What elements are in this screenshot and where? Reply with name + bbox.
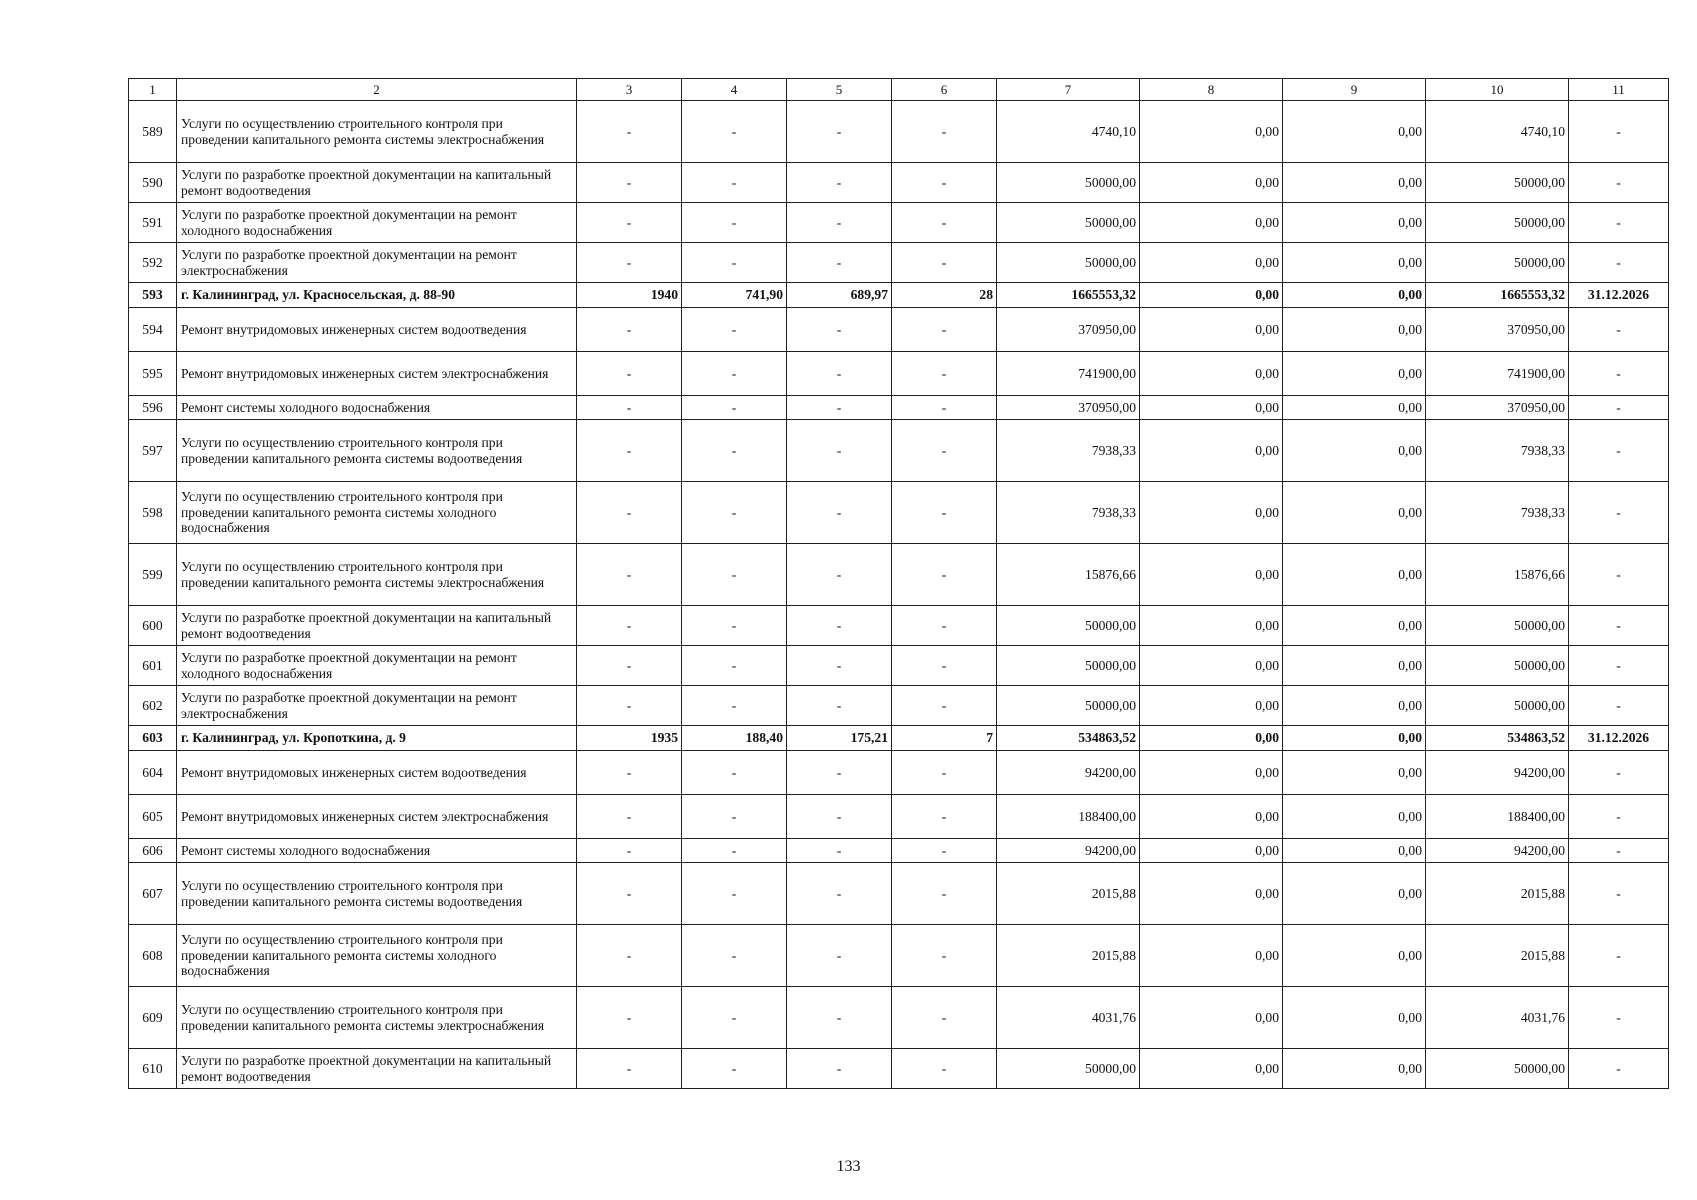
owner-funds-cell: 50000,00 bbox=[1426, 243, 1569, 283]
row-description-cell: Услуги по осуществлению строительного контроля при проведении капитального ремонта системы электроснабжения bbox=[177, 987, 577, 1049]
row-description-cell: г. Калининград, ул. Кропоткина, д. 9 bbox=[177, 726, 577, 751]
federal-funds-cell: 0,00 bbox=[1140, 686, 1283, 726]
residents-count-cell: - bbox=[892, 1049, 997, 1089]
owner-funds-cell: 370950,00 bbox=[1426, 396, 1569, 420]
year-built-cell: - bbox=[577, 839, 682, 863]
row-number-cell: 599 bbox=[129, 544, 177, 606]
completion-date-cell: - bbox=[1569, 751, 1669, 795]
row-description-cell: Ремонт внутридомовых инженерных систем водоотведения bbox=[177, 308, 577, 352]
table-row bbox=[129, 987, 1669, 1049]
regional-funds-cell: 0,00 bbox=[1283, 482, 1426, 544]
row-number-cell: 604 bbox=[129, 751, 177, 795]
table-row bbox=[129, 686, 1669, 726]
year-built-cell: - bbox=[577, 482, 682, 544]
document-sheet bbox=[128, 78, 1669, 1089]
owner-funds-cell: 50000,00 bbox=[1426, 646, 1569, 686]
living-area-cell: 175,21 bbox=[787, 726, 892, 751]
total-cost-cell: 370950,00 bbox=[997, 308, 1140, 352]
completion-date-cell: 31.12.2026 bbox=[1569, 726, 1669, 751]
owner-funds-cell: 2015,88 bbox=[1426, 925, 1569, 987]
table-row bbox=[129, 420, 1669, 482]
row-description-cell: Ремонт внутридомовых инженерных систем водоотведения bbox=[177, 751, 577, 795]
completion-date-cell: - bbox=[1569, 243, 1669, 283]
completion-date-cell: - bbox=[1569, 987, 1669, 1049]
row-description-cell: Услуги по осуществлению строительного контроля при проведении капитального ремонта системы водоотведения bbox=[177, 863, 577, 925]
total-cost-cell: 7938,33 bbox=[997, 420, 1140, 482]
year-built-cell: - bbox=[577, 308, 682, 352]
table-row bbox=[129, 203, 1669, 243]
row-description-cell: Услуги по осуществлению строительного контроля при проведении капитального ремонта системы электроснабжения bbox=[177, 544, 577, 606]
residents-count-cell: - bbox=[892, 839, 997, 863]
header-cell: 2 bbox=[177, 79, 577, 101]
year-built-cell: - bbox=[577, 101, 682, 163]
total-cost-cell: 370950,00 bbox=[997, 396, 1140, 420]
federal-funds-cell: 0,00 bbox=[1140, 163, 1283, 203]
residents-count-cell: - bbox=[892, 482, 997, 544]
row-description-cell: Услуги по осуществлению строительного контроля при проведении капитального ремонта системы холодного водоснабжения bbox=[177, 482, 577, 544]
header-cell: 4 bbox=[682, 79, 787, 101]
table-row bbox=[129, 396, 1669, 420]
table-row bbox=[129, 839, 1669, 863]
address-row bbox=[129, 283, 1669, 308]
total-cost-cell: 741900,00 bbox=[997, 352, 1140, 396]
year-built-cell: - bbox=[577, 544, 682, 606]
owner-funds-cell: 741900,00 bbox=[1426, 352, 1569, 396]
row-number-cell: 601 bbox=[129, 646, 177, 686]
federal-funds-cell: 0,00 bbox=[1140, 420, 1283, 482]
regional-funds-cell: 0,00 bbox=[1283, 352, 1426, 396]
year-built-cell: - bbox=[577, 352, 682, 396]
regional-funds-cell: 0,00 bbox=[1283, 283, 1426, 308]
total-cost-cell: 50000,00 bbox=[997, 646, 1140, 686]
completion-date-cell: - bbox=[1569, 420, 1669, 482]
year-built-cell: 1935 bbox=[577, 726, 682, 751]
total-area-cell: - bbox=[682, 352, 787, 396]
row-description-cell: Ремонт системы холодного водоснабжения bbox=[177, 839, 577, 863]
living-area-cell: - bbox=[787, 420, 892, 482]
regional-funds-cell: 0,00 bbox=[1283, 726, 1426, 751]
row-number-cell: 598 bbox=[129, 482, 177, 544]
table-row bbox=[129, 606, 1669, 646]
row-description-cell: Услуги по разработке проектной документации на ремонт электроснабжения bbox=[177, 243, 577, 283]
total-cost-cell: 15876,66 bbox=[997, 544, 1140, 606]
completion-date-cell: - bbox=[1569, 482, 1669, 544]
capital-repair-table bbox=[128, 78, 1669, 1089]
row-description-cell: Услуги по осуществлению строительного контроля при проведении капитального ремонта системы холодного водоснабжения bbox=[177, 925, 577, 987]
regional-funds-cell: 0,00 bbox=[1283, 839, 1426, 863]
completion-date-cell: - bbox=[1569, 863, 1669, 925]
completion-date-cell: - bbox=[1569, 839, 1669, 863]
regional-funds-cell: 0,00 bbox=[1283, 795, 1426, 839]
table-row bbox=[129, 482, 1669, 544]
residents-count-cell: - bbox=[892, 646, 997, 686]
completion-date-cell: - bbox=[1569, 686, 1669, 726]
federal-funds-cell: 0,00 bbox=[1140, 482, 1283, 544]
completion-date-cell: - bbox=[1569, 163, 1669, 203]
living-area-cell: - bbox=[787, 101, 892, 163]
completion-date-cell: 31.12.2026 bbox=[1569, 283, 1669, 308]
living-area-cell: - bbox=[787, 1049, 892, 1089]
row-number-cell: 591 bbox=[129, 203, 177, 243]
residents-count-cell: - bbox=[892, 606, 997, 646]
residents-count-cell: - bbox=[892, 396, 997, 420]
living-area-cell: - bbox=[787, 987, 892, 1049]
total-area-cell: - bbox=[682, 606, 787, 646]
total-cost-cell: 50000,00 bbox=[997, 163, 1140, 203]
total-area-cell: - bbox=[682, 751, 787, 795]
residents-count-cell: - bbox=[892, 163, 997, 203]
total-cost-cell: 7938,33 bbox=[997, 482, 1140, 544]
row-number-cell: 607 bbox=[129, 863, 177, 925]
owner-funds-cell: 94200,00 bbox=[1426, 839, 1569, 863]
table-row bbox=[129, 243, 1669, 283]
federal-funds-cell: 0,00 bbox=[1140, 283, 1283, 308]
total-area-cell: - bbox=[682, 987, 787, 1049]
header-cell: 11 bbox=[1569, 79, 1669, 101]
total-area-cell: - bbox=[682, 646, 787, 686]
residents-count-cell: 28 bbox=[892, 283, 997, 308]
residents-count-cell: - bbox=[892, 751, 997, 795]
page-number: 133 bbox=[836, 1158, 861, 1175]
table-row bbox=[129, 352, 1669, 396]
living-area-cell: - bbox=[787, 396, 892, 420]
residents-count-cell: - bbox=[892, 686, 997, 726]
total-cost-cell: 4031,76 bbox=[997, 987, 1140, 1049]
owner-funds-cell: 15876,66 bbox=[1426, 544, 1569, 606]
year-built-cell: - bbox=[577, 606, 682, 646]
table-row bbox=[129, 308, 1669, 352]
owner-funds-cell: 1665553,32 bbox=[1426, 283, 1569, 308]
row-number-cell: 603 bbox=[129, 726, 177, 751]
owner-funds-cell: 2015,88 bbox=[1426, 863, 1569, 925]
row-number-cell: 609 bbox=[129, 987, 177, 1049]
row-description-cell: Услуги по разработке проектной документации на капитальный ремонт водоотведения bbox=[177, 1049, 577, 1089]
owner-funds-cell: 7938,33 bbox=[1426, 420, 1569, 482]
total-area-cell: - bbox=[682, 420, 787, 482]
residents-count-cell: 7 bbox=[892, 726, 997, 751]
row-description-cell: г. Калининград, ул. Красносельская, д. 88-90 bbox=[177, 283, 577, 308]
header-cell: 10 bbox=[1426, 79, 1569, 101]
owner-funds-cell: 50000,00 bbox=[1426, 1049, 1569, 1089]
residents-count-cell: - bbox=[892, 420, 997, 482]
total-area-cell: - bbox=[682, 863, 787, 925]
row-description-cell: Ремонт внутридомовых инженерных систем электроснабжения bbox=[177, 795, 577, 839]
federal-funds-cell: 0,00 bbox=[1140, 243, 1283, 283]
living-area-cell: - bbox=[787, 544, 892, 606]
living-area-cell: - bbox=[787, 352, 892, 396]
total-cost-cell: 50000,00 bbox=[997, 686, 1140, 726]
year-built-cell: - bbox=[577, 686, 682, 726]
residents-count-cell: - bbox=[892, 795, 997, 839]
owner-funds-cell: 370950,00 bbox=[1426, 308, 1569, 352]
row-number-cell: 595 bbox=[129, 352, 177, 396]
row-number-cell: 606 bbox=[129, 839, 177, 863]
row-number-cell: 608 bbox=[129, 925, 177, 987]
federal-funds-cell: 0,00 bbox=[1140, 795, 1283, 839]
table-row bbox=[129, 925, 1669, 987]
total-cost-cell: 50000,00 bbox=[997, 243, 1140, 283]
federal-funds-cell: 0,00 bbox=[1140, 308, 1283, 352]
row-number-cell: 590 bbox=[129, 163, 177, 203]
header-cell: 8 bbox=[1140, 79, 1283, 101]
residents-count-cell: - bbox=[892, 243, 997, 283]
table-row bbox=[129, 795, 1669, 839]
completion-date-cell: - bbox=[1569, 925, 1669, 987]
year-built-cell: 1940 bbox=[577, 283, 682, 308]
regional-funds-cell: 0,00 bbox=[1283, 987, 1426, 1049]
federal-funds-cell: 0,00 bbox=[1140, 352, 1283, 396]
residents-count-cell: - bbox=[892, 987, 997, 1049]
row-description-cell: Ремонт внутридомовых инженерных систем электроснабжения bbox=[177, 352, 577, 396]
total-area-cell: - bbox=[682, 1049, 787, 1089]
completion-date-cell: - bbox=[1569, 1049, 1669, 1089]
owner-funds-cell: 7938,33 bbox=[1426, 482, 1569, 544]
federal-funds-cell: 0,00 bbox=[1140, 544, 1283, 606]
federal-funds-cell: 0,00 bbox=[1140, 987, 1283, 1049]
table-row bbox=[129, 646, 1669, 686]
completion-date-cell: - bbox=[1569, 203, 1669, 243]
total-area-cell: - bbox=[682, 925, 787, 987]
federal-funds-cell: 0,00 bbox=[1140, 1049, 1283, 1089]
owner-funds-cell: 4031,76 bbox=[1426, 987, 1569, 1049]
federal-funds-cell: 0,00 bbox=[1140, 646, 1283, 686]
regional-funds-cell: 0,00 bbox=[1283, 163, 1426, 203]
year-built-cell: - bbox=[577, 243, 682, 283]
total-area-cell: - bbox=[682, 243, 787, 283]
federal-funds-cell: 0,00 bbox=[1140, 863, 1283, 925]
living-area-cell: - bbox=[787, 482, 892, 544]
owner-funds-cell: 50000,00 bbox=[1426, 686, 1569, 726]
year-built-cell: - bbox=[577, 1049, 682, 1089]
address-row bbox=[129, 726, 1669, 751]
living-area-cell: - bbox=[787, 863, 892, 925]
completion-date-cell: - bbox=[1569, 795, 1669, 839]
completion-date-cell: - bbox=[1569, 396, 1669, 420]
row-number-cell: 605 bbox=[129, 795, 177, 839]
living-area-cell: - bbox=[787, 925, 892, 987]
row-number-cell: 602 bbox=[129, 686, 177, 726]
residents-count-cell: - bbox=[892, 863, 997, 925]
row-description-cell: Услуги по разработке проектной документации на капитальный ремонт водоотведения bbox=[177, 163, 577, 203]
regional-funds-cell: 0,00 bbox=[1283, 606, 1426, 646]
row-description-cell: Услуги по разработке проектной документации на ремонт электроснабжения bbox=[177, 686, 577, 726]
year-built-cell: - bbox=[577, 420, 682, 482]
total-area-cell: - bbox=[682, 396, 787, 420]
header-cell: 3 bbox=[577, 79, 682, 101]
living-area-cell: - bbox=[787, 839, 892, 863]
living-area-cell: - bbox=[787, 606, 892, 646]
total-area-cell: - bbox=[682, 163, 787, 203]
year-built-cell: - bbox=[577, 987, 682, 1049]
residents-count-cell: - bbox=[892, 203, 997, 243]
year-built-cell: - bbox=[577, 396, 682, 420]
year-built-cell: - bbox=[577, 203, 682, 243]
total-area-cell: 188,40 bbox=[682, 726, 787, 751]
regional-funds-cell: 0,00 bbox=[1283, 396, 1426, 420]
header-cell: 6 bbox=[892, 79, 997, 101]
year-built-cell: - bbox=[577, 795, 682, 839]
owner-funds-cell: 534863,52 bbox=[1426, 726, 1569, 751]
total-area-cell: - bbox=[682, 686, 787, 726]
living-area-cell: - bbox=[787, 163, 892, 203]
owner-funds-cell: 50000,00 bbox=[1426, 203, 1569, 243]
header-cell: 9 bbox=[1283, 79, 1426, 101]
federal-funds-cell: 0,00 bbox=[1140, 839, 1283, 863]
table-row bbox=[129, 1049, 1669, 1089]
header-cell: 5 bbox=[787, 79, 892, 101]
total-area-cell: - bbox=[682, 839, 787, 863]
owner-funds-cell: 50000,00 bbox=[1426, 606, 1569, 646]
federal-funds-cell: 0,00 bbox=[1140, 751, 1283, 795]
table-row bbox=[129, 101, 1669, 163]
total-cost-cell: 50000,00 bbox=[997, 203, 1140, 243]
column-number-header bbox=[129, 79, 1669, 101]
residents-count-cell: - bbox=[892, 925, 997, 987]
federal-funds-cell: 0,00 bbox=[1140, 606, 1283, 646]
owner-funds-cell: 4740,10 bbox=[1426, 101, 1569, 163]
row-description-cell: Услуги по осуществлению строительного контроля при проведении капитального ремонта системы электроснабжения bbox=[177, 101, 577, 163]
regional-funds-cell: 0,00 bbox=[1283, 751, 1426, 795]
row-description-cell: Услуги по осуществлению строительного контроля при проведении капитального ремонта системы водоотведения bbox=[177, 420, 577, 482]
total-area-cell: - bbox=[682, 101, 787, 163]
federal-funds-cell: 0,00 bbox=[1140, 101, 1283, 163]
total-cost-cell: 94200,00 bbox=[997, 751, 1140, 795]
total-area-cell: - bbox=[682, 544, 787, 606]
total-cost-cell: 188400,00 bbox=[997, 795, 1140, 839]
residents-count-cell: - bbox=[892, 544, 997, 606]
total-cost-cell: 534863,52 bbox=[997, 726, 1140, 751]
residents-count-cell: - bbox=[892, 352, 997, 396]
total-cost-cell: 2015,88 bbox=[997, 925, 1140, 987]
year-built-cell: - bbox=[577, 646, 682, 686]
completion-date-cell: - bbox=[1569, 352, 1669, 396]
regional-funds-cell: 0,00 bbox=[1283, 646, 1426, 686]
federal-funds-cell: 0,00 bbox=[1140, 203, 1283, 243]
regional-funds-cell: 0,00 bbox=[1283, 863, 1426, 925]
owner-funds-cell: 188400,00 bbox=[1426, 795, 1569, 839]
living-area-cell: 689,97 bbox=[787, 283, 892, 308]
year-built-cell: - bbox=[577, 863, 682, 925]
regional-funds-cell: 0,00 bbox=[1283, 101, 1426, 163]
total-cost-cell: 2015,88 bbox=[997, 863, 1140, 925]
row-number-cell: 592 bbox=[129, 243, 177, 283]
year-built-cell: - bbox=[577, 925, 682, 987]
completion-date-cell: - bbox=[1569, 646, 1669, 686]
living-area-cell: - bbox=[787, 243, 892, 283]
year-built-cell: - bbox=[577, 163, 682, 203]
row-number-cell: 589 bbox=[129, 101, 177, 163]
row-number-cell: 593 bbox=[129, 283, 177, 308]
row-description-cell: Услуги по разработке проектной документации на ремонт холодного водоснабжения bbox=[177, 203, 577, 243]
table-row bbox=[129, 163, 1669, 203]
owner-funds-cell: 94200,00 bbox=[1426, 751, 1569, 795]
regional-funds-cell: 0,00 bbox=[1283, 1049, 1426, 1089]
header-cell: 7 bbox=[997, 79, 1140, 101]
living-area-cell: - bbox=[787, 203, 892, 243]
regional-funds-cell: 0,00 bbox=[1283, 308, 1426, 352]
row-number-cell: 597 bbox=[129, 420, 177, 482]
total-cost-cell: 50000,00 bbox=[997, 606, 1140, 646]
total-cost-cell: 50000,00 bbox=[997, 1049, 1140, 1089]
completion-date-cell: - bbox=[1569, 308, 1669, 352]
row-description-cell: Ремонт системы холодного водоснабжения bbox=[177, 396, 577, 420]
row-description-cell: Услуги по разработке проектной документации на капитальный ремонт водоотведения bbox=[177, 606, 577, 646]
total-area-cell: - bbox=[682, 795, 787, 839]
regional-funds-cell: 0,00 bbox=[1283, 420, 1426, 482]
living-area-cell: - bbox=[787, 308, 892, 352]
federal-funds-cell: 0,00 bbox=[1140, 726, 1283, 751]
residents-count-cell: - bbox=[892, 101, 997, 163]
row-description-cell: Услуги по разработке проектной документации на ремонт холодного водоснабжения bbox=[177, 646, 577, 686]
residents-count-cell: - bbox=[892, 308, 997, 352]
regional-funds-cell: 0,00 bbox=[1283, 243, 1426, 283]
total-cost-cell: 94200,00 bbox=[997, 839, 1140, 863]
completion-date-cell: - bbox=[1569, 101, 1669, 163]
total-area-cell: 741,90 bbox=[682, 283, 787, 308]
row-number-cell: 600 bbox=[129, 606, 177, 646]
total-cost-cell: 4740,10 bbox=[997, 101, 1140, 163]
regional-funds-cell: 0,00 bbox=[1283, 544, 1426, 606]
federal-funds-cell: 0,00 bbox=[1140, 396, 1283, 420]
row-number-cell: 610 bbox=[129, 1049, 177, 1089]
regional-funds-cell: 0,00 bbox=[1283, 203, 1426, 243]
table-row bbox=[129, 544, 1669, 606]
living-area-cell: - bbox=[787, 686, 892, 726]
total-area-cell: - bbox=[682, 203, 787, 243]
total-area-cell: - bbox=[682, 308, 787, 352]
row-number-cell: 596 bbox=[129, 396, 177, 420]
living-area-cell: - bbox=[787, 751, 892, 795]
completion-date-cell: - bbox=[1569, 606, 1669, 646]
year-built-cell: - bbox=[577, 751, 682, 795]
header-cell: 1 bbox=[129, 79, 177, 101]
row-number-cell: 594 bbox=[129, 308, 177, 352]
total-area-cell: - bbox=[682, 482, 787, 544]
table-row bbox=[129, 751, 1669, 795]
table-row bbox=[129, 863, 1669, 925]
total-cost-cell: 1665553,32 bbox=[997, 283, 1140, 308]
regional-funds-cell: 0,00 bbox=[1283, 925, 1426, 987]
regional-funds-cell: 0,00 bbox=[1283, 686, 1426, 726]
living-area-cell: - bbox=[787, 795, 892, 839]
owner-funds-cell: 50000,00 bbox=[1426, 163, 1569, 203]
living-area-cell: - bbox=[787, 646, 892, 686]
completion-date-cell: - bbox=[1569, 544, 1669, 606]
federal-funds-cell: 0,00 bbox=[1140, 925, 1283, 987]
